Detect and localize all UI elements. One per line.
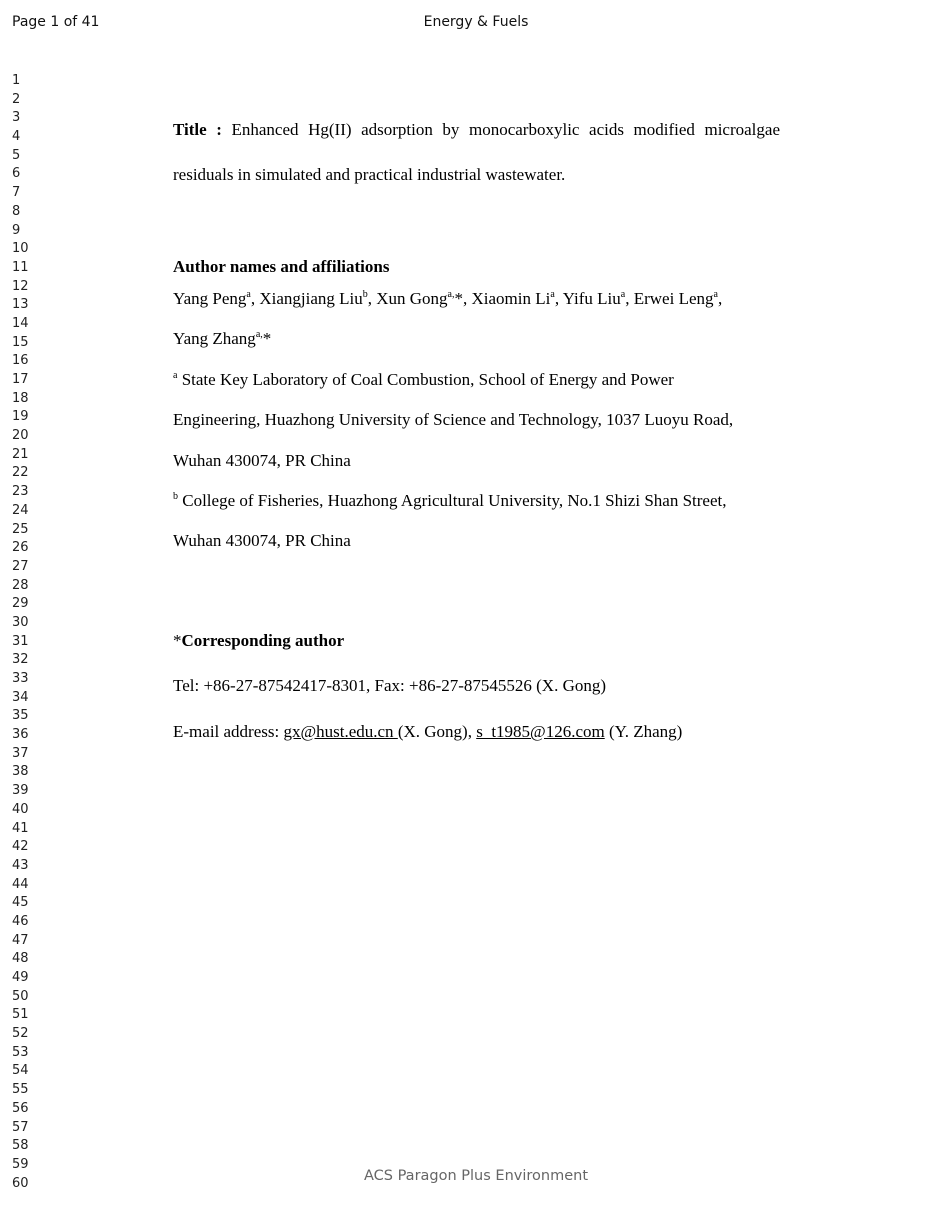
title-label: Title : — [173, 120, 222, 139]
title-text-1: Enhanced Hg(II) adsorption by monocarboxylic acids modified microalgae — [231, 120, 780, 139]
author-list-line-2 — [173, 329, 271, 349]
author-affiliation-mark: b — [362, 289, 368, 300]
affiliation-b-line-1: $^b$ College of Fisheries, Huazhong Agricultural University, No.1 Shizi Shan Street, — [173, 491, 727, 510]
author-name: Xun Gong — [376, 289, 448, 308]
line-number: 8 — [12, 203, 21, 219]
author-list-line-1: Yang Peng$^a$, Xiangjiang Liu$^b$, Xun Gong$^{a,}$*, Xiaomin Li$^a$, Yifu Liu$^a$, Erwei Leng$^a$, — [173, 289, 723, 308]
line-number: 58 — [12, 1138, 29, 1154]
line-number: 53 — [12, 1044, 29, 1060]
line-number: 46 — [12, 913, 29, 929]
line-number: 1 — [12, 73, 21, 88]
line-number: 4 — [12, 129, 21, 145]
line-number: 30 — [12, 614, 29, 630]
affiliation-a-line-3: Wuhan 430074, PR China — [173, 451, 351, 470]
author-name: Xiaomin Li — [471, 289, 551, 308]
line-number: 41 — [12, 820, 29, 836]
corresponding-mark: * — [454, 289, 463, 308]
author-affiliation-mark: a — [246, 289, 251, 300]
footer-text: ACS Paragon Plus Environment — [363, 1168, 588, 1184]
author-name: Yang Zhang — [173, 329, 256, 348]
email-link-gong[interactable]: gx@hust.edu.cn — [283, 722, 398, 741]
author-affiliation-mark: a, — [447, 289, 455, 300]
affiliation-mark: b — [173, 491, 178, 502]
line-number: 48 — [12, 951, 29, 967]
line-number: 19 — [12, 409, 29, 425]
line-number: 60 — [12, 1175, 29, 1191]
line-number: 34 — [12, 689, 29, 705]
line-number: 25 — [12, 521, 29, 537]
author-name: Yang Peng — [173, 289, 247, 308]
affiliation-b-line-2: Wuhan 430074, PR China — [173, 531, 351, 550]
line-number: 50 — [12, 988, 29, 1004]
line-number: 15 — [12, 334, 29, 350]
line-number: 54 — [12, 1063, 29, 1079]
line-number: 11 — [12, 259, 29, 275]
line-number: 59 — [12, 1156, 29, 1172]
line-number: 6 — [12, 166, 21, 182]
line-number: 21 — [12, 446, 29, 462]
line-number: 38 — [12, 764, 29, 780]
line-number: 51 — [12, 1007, 29, 1023]
line-number: 40 — [12, 801, 29, 817]
line-number: 39 — [12, 783, 29, 799]
line-number: 17 — [12, 372, 29, 387]
line-number: 55 — [12, 1082, 29, 1098]
line-number: 5 — [12, 147, 21, 163]
line-number: 28 — [12, 577, 29, 593]
line-number: 12 — [12, 278, 29, 294]
author-affiliation-mark: a, — [255, 329, 263, 340]
line-number: 3 — [12, 110, 21, 126]
line-number: 32 — [12, 652, 29, 668]
line-number: 44 — [12, 876, 29, 892]
affiliation-a-line-1: $^a$ State Key Laboratory of Coal Combustion, School of Energy and Power — [173, 370, 674, 389]
author-affiliation-mark: a — [713, 289, 718, 300]
affiliation-mark: a — [173, 370, 178, 381]
authors-heading: Author names and affiliations — [173, 257, 390, 276]
author-name: Xiangjiang Liu — [259, 289, 363, 308]
line-number: 43 — [12, 857, 29, 873]
line-number: 42 — [12, 839, 29, 855]
line-number: 23 — [12, 484, 29, 500]
line-number: 7 — [12, 185, 21, 201]
author-affiliation-mark: a — [550, 289, 555, 300]
line-number: 2 — [12, 91, 21, 107]
line-number: 16 — [12, 353, 29, 369]
line-number: 29 — [12, 596, 29, 612]
corresponding-mark: * — [262, 329, 272, 348]
line-number: 37 — [12, 745, 29, 761]
line-number: 33 — [12, 671, 29, 686]
page-number-label: Page 1 of 41 — [12, 14, 100, 30]
line-number: 26 — [12, 540, 29, 556]
line-number: 24 — [12, 502, 29, 518]
email-link-zhang[interactable]: s_t1985@126.com — [476, 722, 605, 741]
author-name: Yifu Liu — [562, 289, 621, 308]
line-number: 47 — [12, 932, 29, 948]
author-name: Erwei Leng — [633, 289, 714, 308]
line-number: 36 — [12, 727, 29, 743]
line-number: 14 — [12, 315, 29, 331]
line-number: 31 — [12, 633, 29, 649]
line-number: 52 — [12, 1026, 29, 1042]
corresponding-heading: *Corresponding author — [173, 631, 345, 650]
line-number: 13 — [12, 297, 29, 313]
affiliation-a-line-2: Engineering, Huazhong University of Science and Technology, 1037 Luoyu Road, — [173, 410, 734, 429]
line-number: 9 — [12, 222, 21, 238]
contact-phone-fax: Tel: +86-27-87542417-8301, Fax: +86-27-87545526 (X. Gong) — [173, 676, 607, 695]
line-number: 56 — [12, 1100, 29, 1116]
contact-email: E-mail address: gx@hust.edu.cn (X. Gong), s_t1985@126.com (Y. Zhang) — [173, 722, 683, 741]
line-number: 27 — [12, 558, 29, 574]
line-number: 10 — [12, 241, 29, 257]
line-number: 18 — [12, 390, 29, 406]
line-number: 45 — [12, 895, 29, 911]
line-number: 22 — [12, 465, 29, 481]
line-number: 20 — [12, 428, 29, 444]
line-number: 57 — [12, 1119, 29, 1135]
line-numbers — [12, 72, 29, 1193]
line-number: 49 — [12, 970, 29, 985]
title-line-2: residuals in simulated and practical industrial wastewater. — [173, 165, 566, 184]
line-number: 35 — [12, 708, 29, 724]
title-line-1 — [173, 120, 780, 140]
author-affiliation-mark: a — [620, 289, 626, 300]
journal-name: Energy & Fuels — [423, 14, 529, 30]
